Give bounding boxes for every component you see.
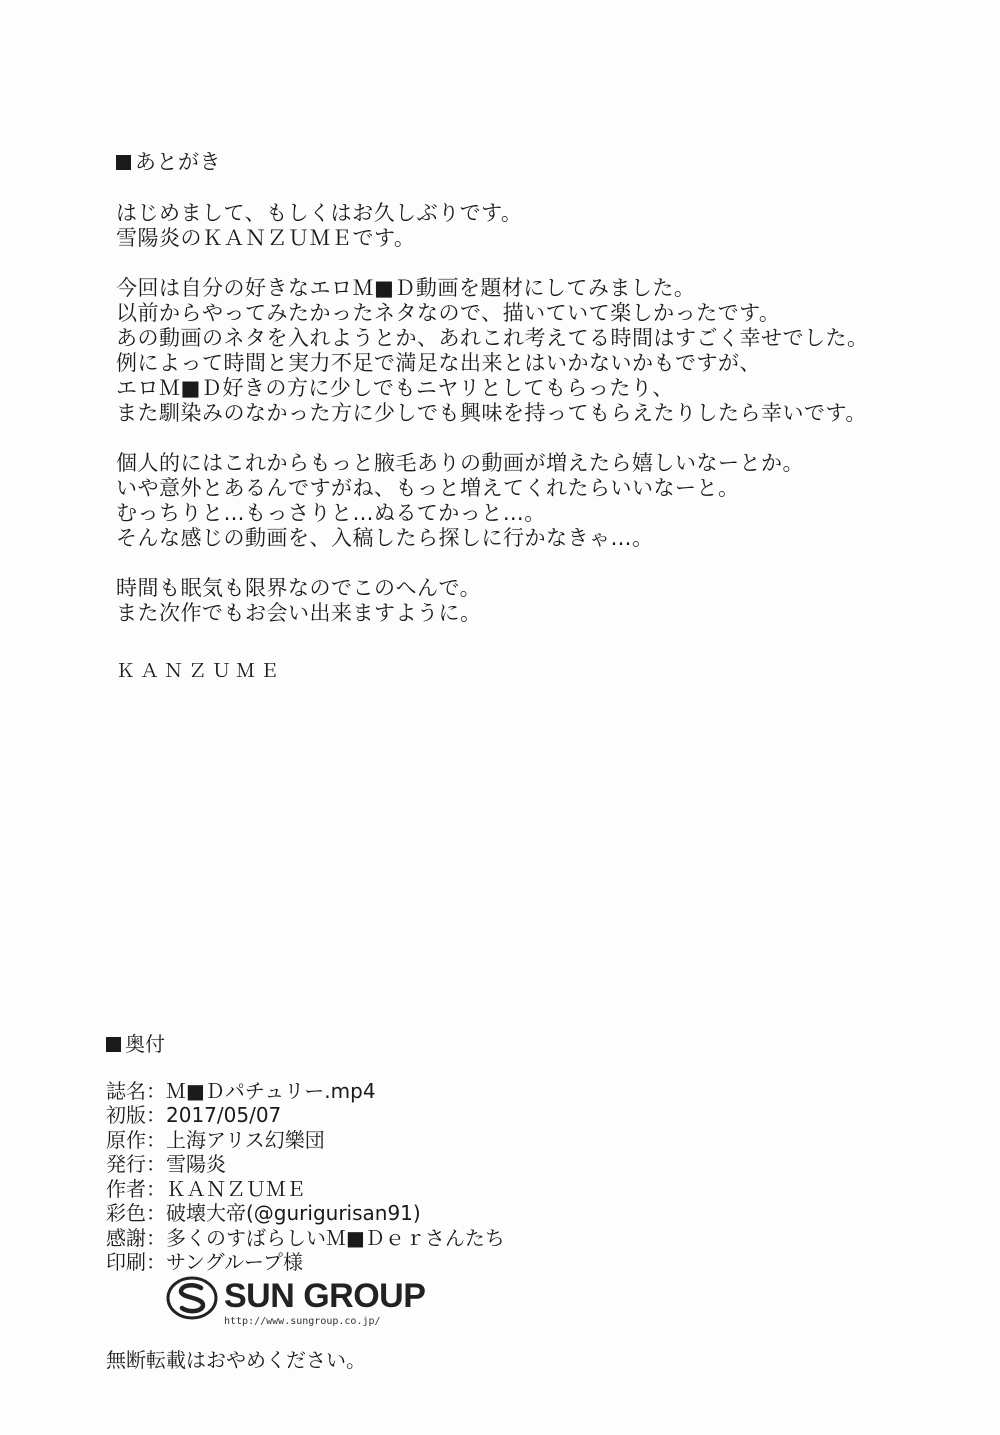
afterword-paragraph	[116, 576, 896, 626]
credit-key: 原作：	[106, 1127, 166, 1152]
square-bullet-icon	[116, 155, 131, 170]
afterword-paragraph	[116, 276, 896, 426]
credit-row	[106, 1128, 706, 1153]
credit-value: 上海アリス幻樂団	[166, 1127, 325, 1152]
afterword-paragraph	[116, 451, 896, 551]
credit-value: 2017/05/07	[166, 1103, 282, 1127]
text-line: 時間も眠気も限界なのでこのへんで。	[116, 576, 482, 600]
credit-row	[106, 1201, 706, 1226]
afterword-paragraph	[116, 201, 896, 251]
text-line: 以前からやってみたかったネタなので、描いていて楽しかったです。	[116, 301, 781, 325]
author-signature: ＫＡＮＺＵＭＥ	[116, 660, 285, 682]
afterword-heading	[116, 150, 896, 175]
credit-key: 初版：	[106, 1103, 166, 1127]
text-line: あの動画のネタを入れようとか、あれこれ考えてる時間はすごく幸せでした。	[116, 326, 869, 350]
colophon-section	[106, 1032, 706, 1275]
credit-key: 発行：	[106, 1152, 166, 1176]
credit-value: サングループ様	[166, 1250, 303, 1274]
credit-key: 印刷：	[106, 1250, 166, 1274]
credit-value: 多くのすばらしいＭ■Ｄｅｒさんたち	[166, 1225, 505, 1250]
colophon-heading	[106, 1032, 706, 1057]
afterword-section	[116, 150, 896, 684]
logo-url: http://www.sungroup.co.jp/	[224, 1316, 381, 1327]
credit-row	[106, 1103, 706, 1128]
logo-wordmark: SUN GROUP	[224, 1277, 426, 1315]
text-line: また馴染みのなかった方に少しでも興味を持ってもらえたりしたら幸いです。	[116, 401, 867, 425]
printer-logo	[166, 1272, 436, 1332]
colophon-heading-text: 奥付	[125, 1032, 165, 1056]
credit-key: 感謝：	[106, 1225, 166, 1250]
text-line: はじめまして、もしくはお久しぶりです。	[116, 201, 523, 225]
text-line: いや意外とあるんですがね、もっと増えてくれたらいいなーと。	[116, 476, 740, 500]
text-line: 個人的にはこれからもっと腋毛ありの動画が増えたら嬉しいなーとか。	[116, 451, 804, 475]
credit-value: 雪陽炎	[166, 1152, 226, 1176]
text-line: そんな感じの動画を、入稿したら探しに行かなきゃ…。	[116, 526, 654, 550]
text-line: エロＭ■Ｄ好きの方に少しでもニヤリとしてもらったり、	[116, 376, 674, 400]
reprint-notice: 無断転載はおやめください。	[106, 1348, 366, 1372]
text-line: また次作でもお会い出来ますように。	[116, 601, 482, 625]
credit-row	[106, 1226, 706, 1251]
sun-group-logo-icon	[166, 1276, 218, 1320]
text-line: 今回は自分の好きなエロＭ■Ｄ動画を題材にしてみました。	[116, 276, 696, 300]
credit-value: 破壊大帝(@gurigurisan91)	[166, 1201, 421, 1225]
credit-value: ＫＡＮＺＵＭＥ	[166, 1176, 306, 1201]
credit-key: 作者：	[106, 1176, 166, 1201]
text-line: むっちりと…もっさりと…ぬるてかっと…。	[116, 501, 546, 525]
credit-row	[106, 1079, 706, 1104]
credit-row	[106, 1152, 706, 1177]
credit-row	[106, 1177, 706, 1202]
text-line: 雪陽炎のＫＡＮＺＵＭＥです。	[116, 226, 416, 250]
credit-row	[106, 1250, 706, 1275]
credit-key: 彩色：	[106, 1201, 166, 1225]
credit-value: Ｍ■Ｄパチュリー.mp4	[166, 1078, 376, 1103]
afterword-heading-text: あとがき	[135, 150, 221, 174]
credit-key: 誌名：	[106, 1078, 166, 1103]
square-bullet-icon	[106, 1037, 121, 1052]
text-line: 例によって時間と実力不足で満足な出来とはいかないかもですが、	[116, 351, 761, 375]
